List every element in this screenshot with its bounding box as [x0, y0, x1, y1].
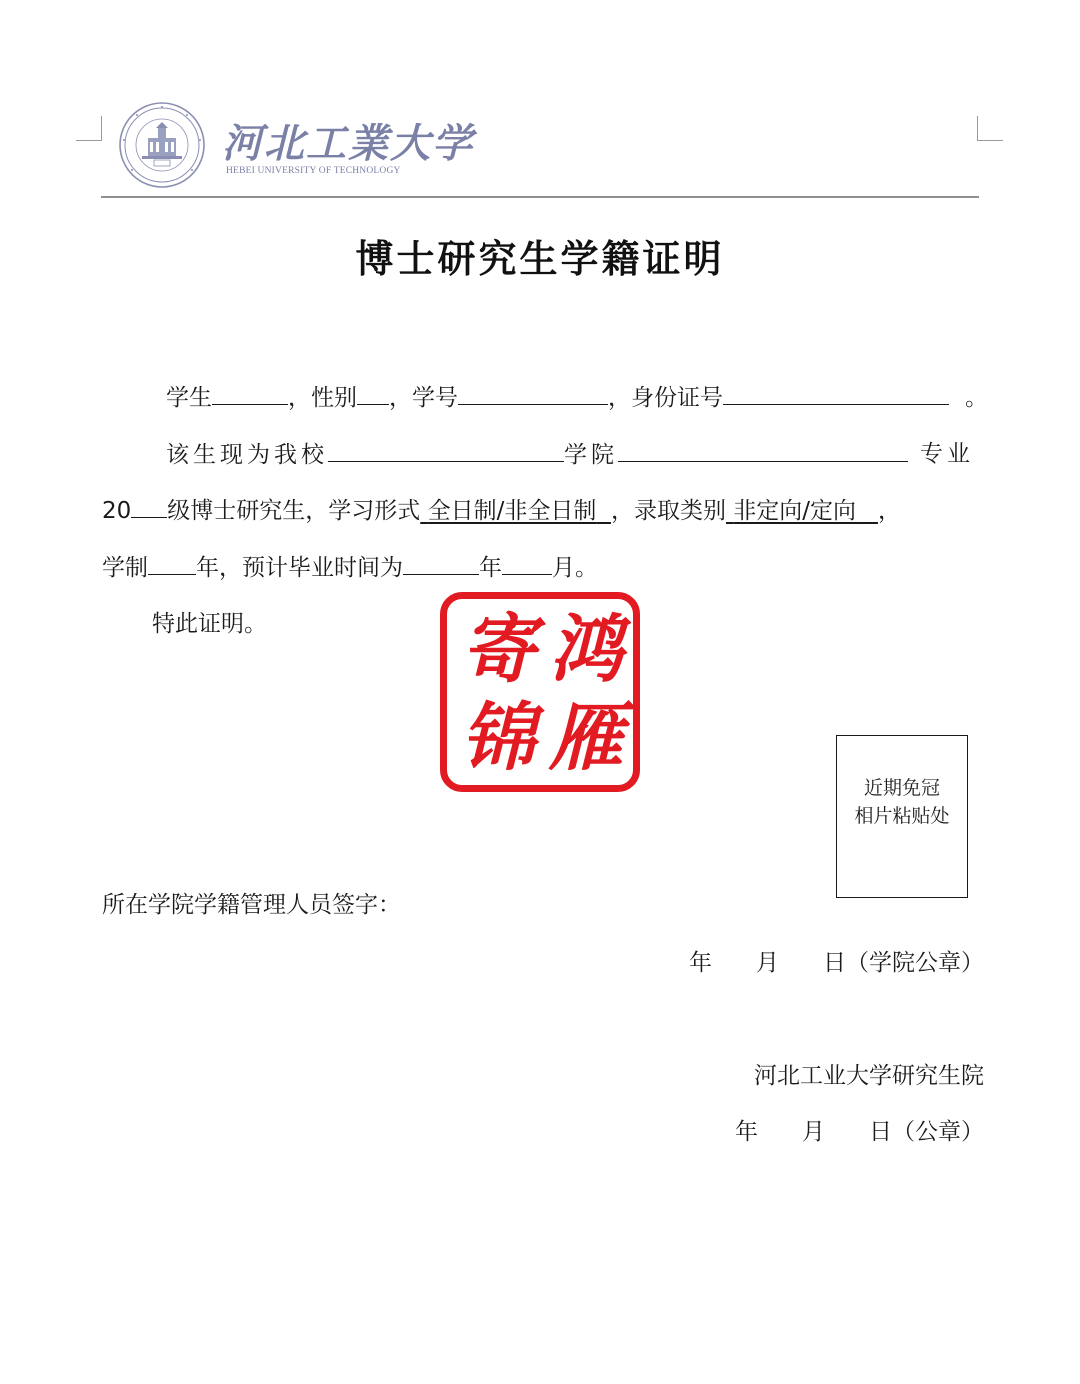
photo-placeholder-box	[836, 735, 968, 898]
red-seal-stamp	[440, 592, 640, 792]
label-period: 。	[965, 385, 988, 411]
label-college: 学院	[564, 442, 618, 468]
blank-major	[618, 439, 908, 462]
label-year-prefix: 20	[102, 498, 132, 524]
label-graduation: 年，预计毕业时间为	[196, 555, 403, 581]
paragraph-line-2	[166, 439, 974, 470]
label-grade: 级博士研究生，学习形式	[167, 498, 421, 524]
crop-mark-top-right	[977, 140, 1003, 141]
stamp-char: 锦	[461, 695, 535, 781]
photo-text-line-2: 相片粘贴处	[854, 805, 950, 827]
header-divider	[101, 196, 979, 198]
label-day-official-seal: 日（公章）	[869, 1119, 984, 1145]
label-comma: ，	[610, 498, 634, 524]
label-admission: 录取类别	[633, 498, 726, 524]
photo-placeholder-text	[837, 774, 967, 830]
blank-schooling-years	[148, 552, 196, 575]
stamp-char: 鸿	[549, 607, 623, 693]
label-id-card: ，身份证号	[608, 385, 723, 411]
label-month: 月	[802, 1119, 825, 1145]
blank-graduation-year	[403, 552, 479, 575]
label-comma-end: ，	[877, 498, 901, 524]
study-form-options: 全日制/非全日制	[427, 498, 597, 524]
university-name-chinese: 河北工業大学	[222, 120, 474, 167]
stamp-char: 雁	[549, 695, 623, 781]
paragraph-line-1	[166, 382, 988, 413]
blank-student-name	[212, 382, 288, 405]
label-year: 年	[479, 555, 502, 581]
blank-id-card	[723, 382, 949, 405]
blank-graduation-month	[502, 552, 552, 575]
label-student: 学生	[166, 385, 212, 411]
university-name-english: HEBEI UNIVERSITY OF TECHNOLOGY	[226, 166, 401, 176]
crop-mark-top-left	[101, 116, 102, 140]
paragraph-line-4	[102, 552, 598, 583]
university-seal-logo	[112, 100, 212, 190]
label-student-id: ，学号	[389, 385, 458, 411]
certification-statement: 特此证明。	[152, 611, 267, 637]
label-schooling: 学制	[102, 555, 148, 581]
label-day-college-seal: 日（学院公章）	[823, 950, 984, 976]
graduate-school-date-line	[735, 1117, 984, 1147]
college-date-line	[689, 948, 984, 978]
photo-text-line-1: 近期免冠	[863, 777, 940, 799]
label-major: 专业	[920, 441, 974, 467]
label-school-prefix: 该生现为我校	[166, 442, 328, 468]
blank-gender	[357, 382, 389, 405]
label-gender: ，性别	[288, 385, 357, 411]
label-year: 年	[689, 950, 712, 976]
crop-mark-top-left	[76, 140, 102, 141]
blank-student-id	[458, 382, 608, 405]
blank-grade-year	[131, 495, 167, 518]
stamp-char: 寄	[461, 607, 535, 693]
label-year: 年	[735, 1119, 758, 1145]
label-month: 月	[756, 950, 779, 976]
crop-mark-top-right	[977, 116, 978, 140]
paragraph-line-3	[102, 495, 901, 526]
admission-type-options: 非定向/定向	[733, 498, 857, 524]
document-title: 博士研究生学籍证明	[355, 237, 725, 281]
label-month: 月。	[552, 555, 598, 581]
signature-label: 所在学院学籍管理人员签字：	[102, 892, 401, 918]
graduate-school-name: 河北工业大学研究生院	[754, 1063, 984, 1089]
blank-college	[328, 439, 564, 462]
